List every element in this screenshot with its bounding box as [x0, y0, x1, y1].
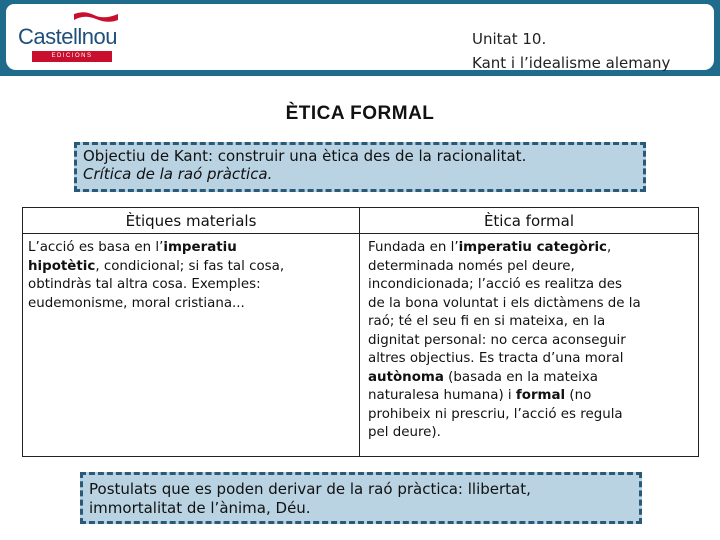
postulates-line-1: Postulats que es poden derivar de la raó pràctica: llibertat,: [89, 480, 531, 498]
text-line: naturalesa humana) i formal (no: [368, 388, 592, 403]
objective-book: Crítica de la raó pràctica.: [83, 165, 273, 183]
text-line: L’acció es basa en l’imperatiu: [28, 240, 237, 255]
text-line: hipotètic, condicional; si fas tal cosa,: [28, 258, 285, 274]
text-line: dignitat personal: no cerca aconseguir: [368, 332, 626, 348]
page-title: ÈTICA FORMAL: [285, 103, 435, 124]
unit-number: Unitat 10.: [472, 30, 547, 48]
unit-heading: [472, 27, 670, 75]
postulates-line-2: immortalitat de l’ànima, Déu.: [89, 499, 311, 517]
text-line: raó; té el seu fi en si mateixa, en la: [368, 314, 606, 329]
material-ethics-cell: [28, 239, 356, 313]
text-line: obtindràs tal altra cosa. Exemples:: [28, 277, 261, 292]
header-formal-ethics: Ètica formal: [483, 212, 575, 230]
header-divider: [23, 233, 698, 234]
text-line: incondicionada; l’acció es realitza des: [368, 277, 623, 292]
text-line: prohibeix ni prescriu, l’acció es regula: [368, 406, 623, 422]
text-line: autònoma (basada en la mateixa: [368, 369, 598, 385]
text-line: eudemonisme, moral cristiana...: [28, 295, 245, 311]
column-divider: [359, 208, 360, 456]
logo-text: Castellnou: [18, 24, 117, 49]
objective-box: [74, 142, 646, 192]
header-material-ethics: Ètiques materials: [125, 212, 257, 230]
header-panel: [6, 4, 714, 70]
postulates-box: [80, 472, 642, 524]
text-line: altres objectius. Es tracta d’una moral: [368, 351, 624, 366]
objective-line-2: [83, 165, 637, 183]
text-line: Fundada en l’imperatiu categòric,: [368, 240, 612, 255]
text-line: pel deure).: [368, 425, 441, 440]
text-line: de la bona voluntat i els dictàmens de la: [368, 295, 641, 311]
objective-line-1: Objectiu de Kant: construir una ètica des de la racionalitat.: [83, 147, 527, 165]
ethics-table: [22, 207, 699, 457]
publisher-logo: [18, 10, 123, 62]
text-line: determinada només pel deure,: [368, 258, 575, 274]
header-bar: [0, 0, 720, 76]
logo-subtitle: EDICIONS: [32, 51, 112, 62]
formal-ethics-cell: [368, 239, 698, 443]
unit-title: Kant i l’idealisme alemany: [472, 54, 671, 72]
